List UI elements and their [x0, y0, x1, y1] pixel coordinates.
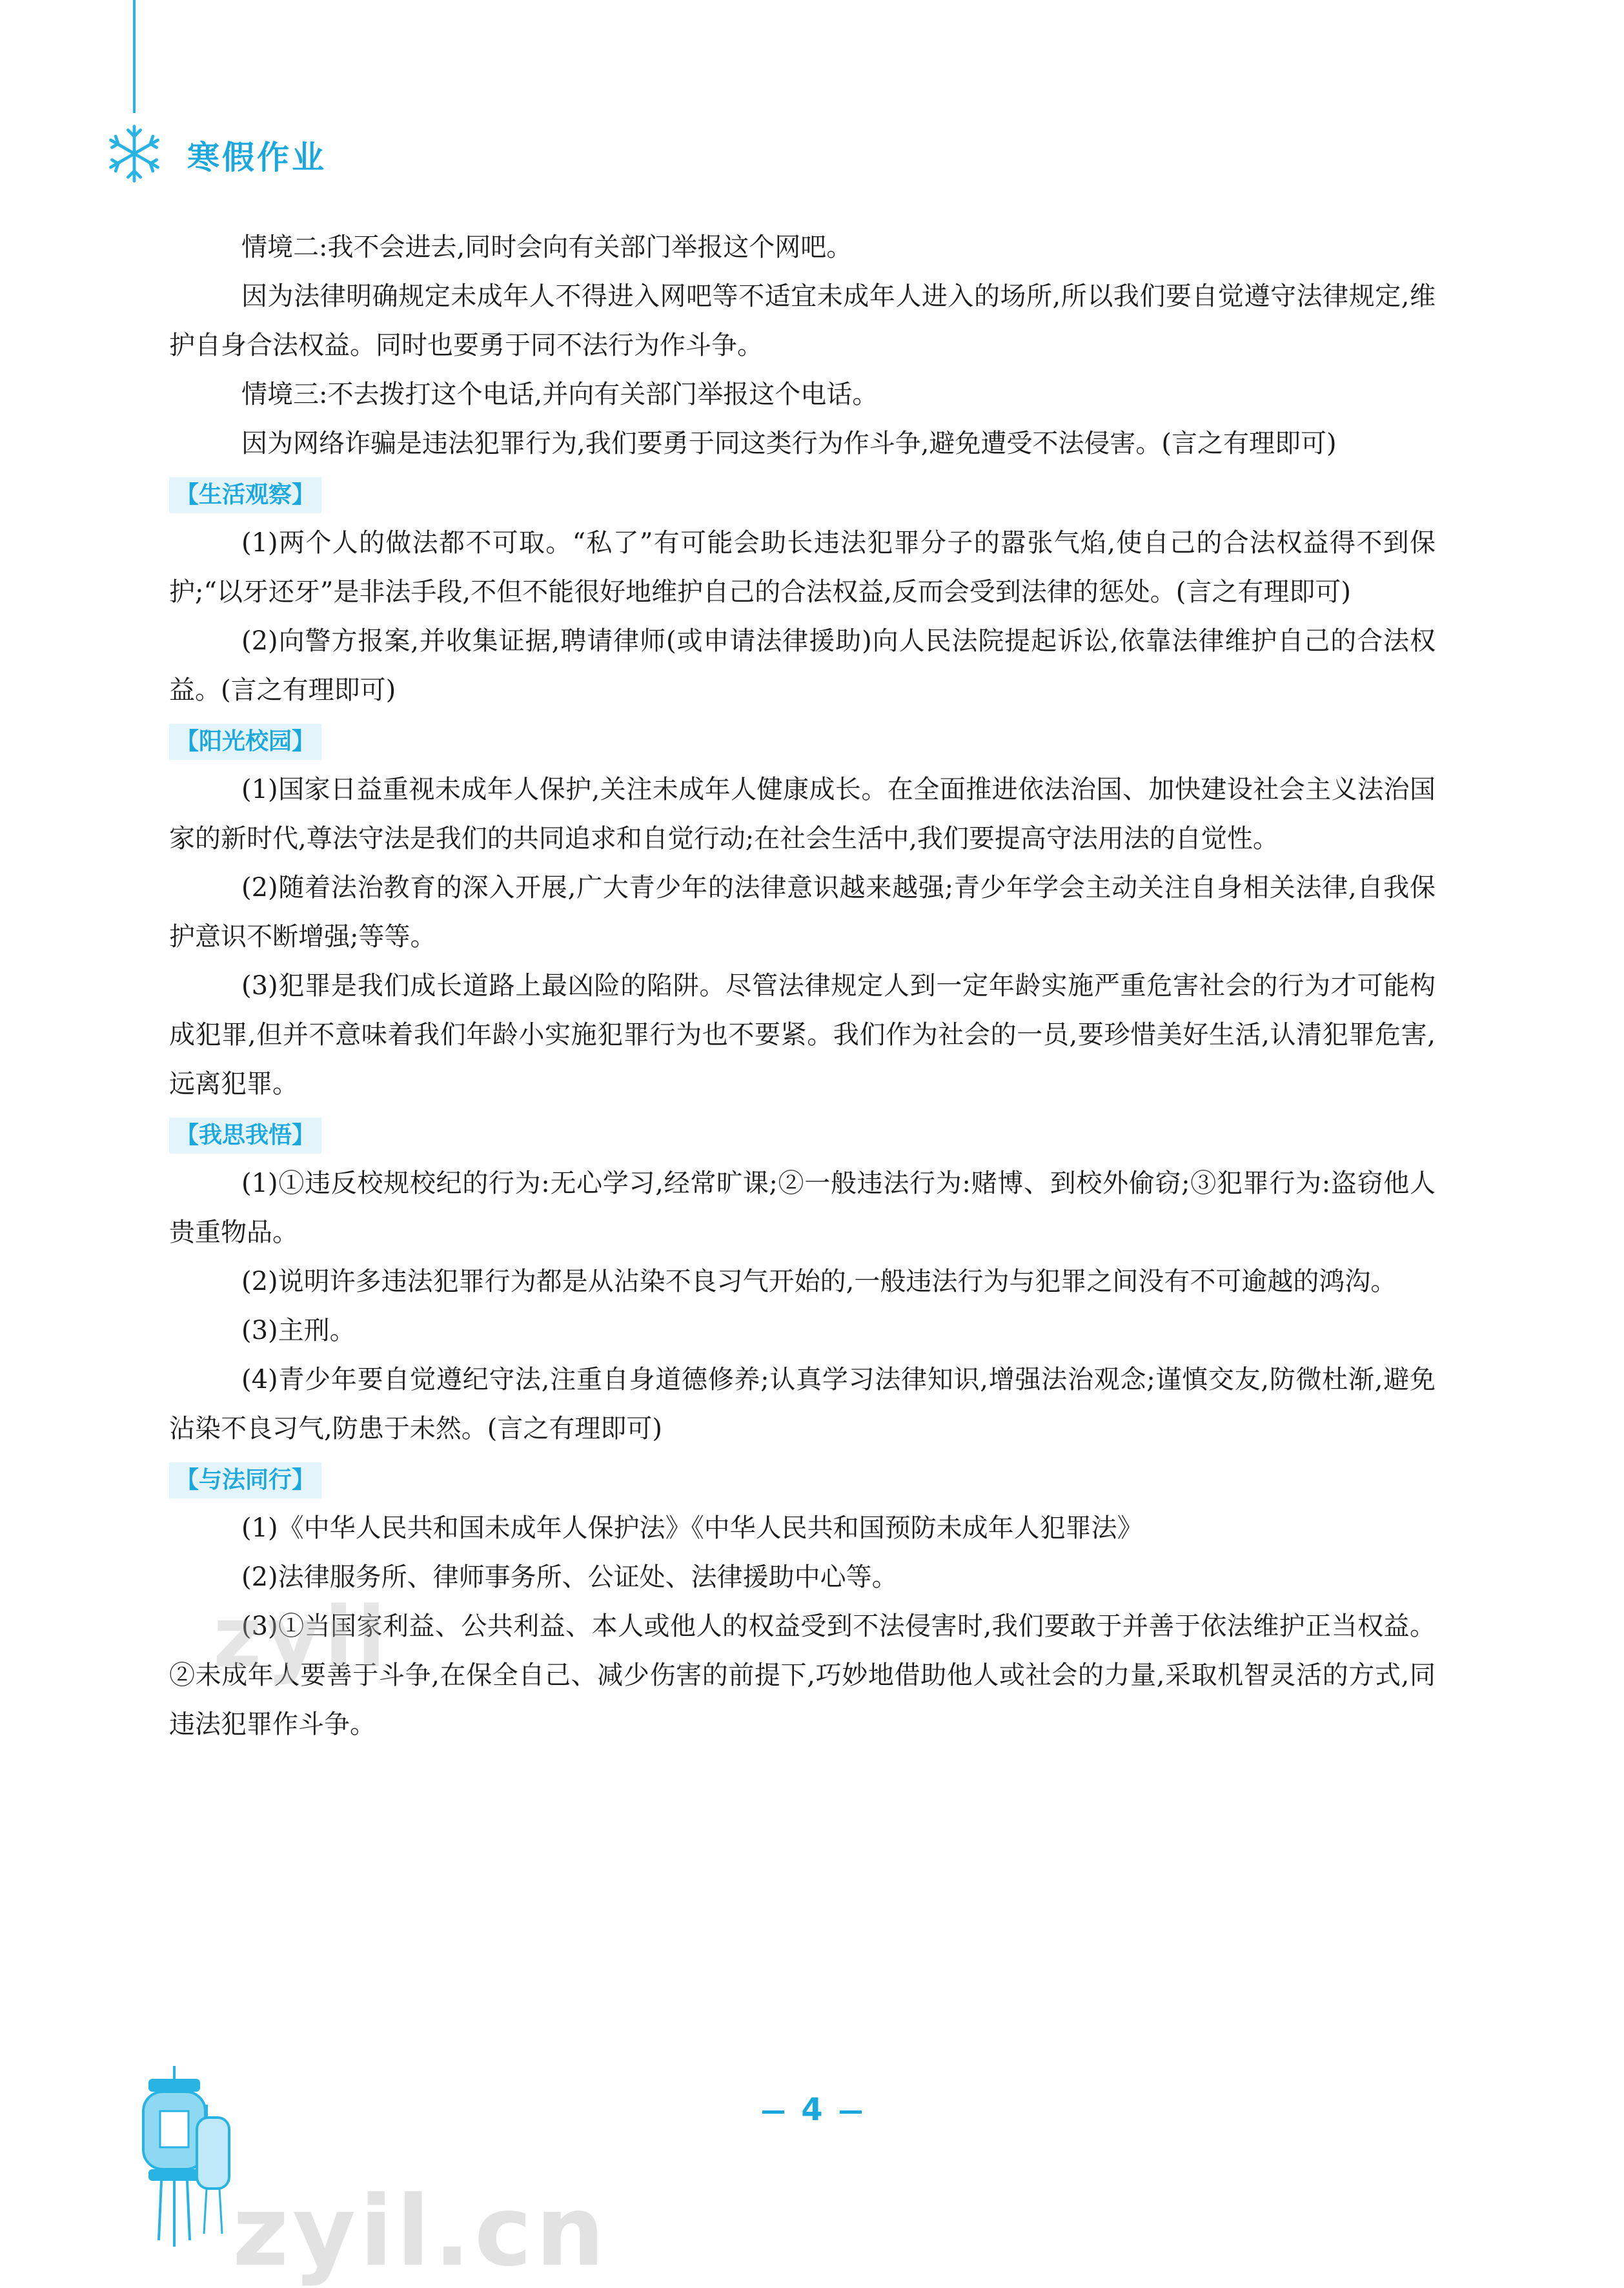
answer-paragraph: (3)主刑。 [241, 1316, 356, 1345]
intro-paragraph: 因为法律明确规定未成年人不得进入网吧等不适宜未成年人进入的场所,所以我们要自觉遵守法律规定,维护自身合法权益。同时也要勇于同不法行为作斗争。 [169, 281, 1436, 360]
answer-paragraph: (1)国家日益重视未成年人保护,关注未成年人健康成长。在全面推进依法治国、加快建设社会主义法治国家的新时代,尊法守法是我们的共同追求和自觉行动;在社会生活中,我们要提高守法用法的自觉性。 [169, 775, 1436, 853]
answer-paragraph: (4)青少年要自觉遵纪守法,注重自身道德修养;认真学习法律知识,增强法治观念;谨慎交友,防微杜渐,避免沾染不良习气,防患于未然。(言之有理即可) [169, 1365, 1436, 1444]
footer-dash-left [762, 2110, 784, 2114]
answer-paragraph: (2)说明许多违法犯罪行为都是从沾染不良习气开始的,一般违法行为与犯罪之间没有不可逾越的鸿沟。 [241, 1267, 1397, 1296]
snowflake-icon [103, 123, 165, 185]
intro-section [169, 223, 1436, 468]
section-tag: 【我思我悟】 [169, 1118, 321, 1154]
intro-paragraph: 情境三:不去拨打这个电话,并向有关部门举报这个电话。 [241, 380, 878, 409]
section-life-observation [169, 469, 1436, 715]
section-tag: 【与法同行】 [169, 1462, 321, 1498]
footer-dash-right [840, 2110, 862, 2114]
answer-paragraph: (1)①违反校规校纪的行为:无心学习,经常旷课;②一般违法行为:赌博、到校外偷窃;③犯罪行为:盗窃他人贵重物品。 [169, 1169, 1436, 1247]
hanging-line-decoration [133, 0, 136, 113]
answer-paragraph: (2)向警方报案,并收集证据,聘请律师(或申请法律援助)向人民法院提起诉讼,依靠法律维护自己的合法权益。(言之有理即可) [169, 626, 1436, 705]
section-sunny-campus [169, 716, 1436, 1108]
section-reflection [169, 1110, 1436, 1453]
page-header-title: 寒假作业 [187, 139, 327, 176]
answer-paragraph: (1)两个人的做法都不可取。“私了”有可能会助长违法犯罪分子的嚣张气焰,使自己的合法权益得不到保护;“以牙还牙”是非法手段,不但不能很好地维护自己的合法权益,反而会受到法律的惩处。(言之有理即可) [169, 528, 1436, 607]
answer-paragraph: (2)随着法治教育的深入开展,广大青少年的法律意识越来越强;青少年学会主动关注自身相关法律,自我保护意识不断增强;等等。 [169, 873, 1436, 952]
intro-paragraph: 情境二:我不会进去,同时会向有关部门举报这个网吧。 [241, 232, 853, 262]
answer-paragraph: (1)《中华人民共和国未成年人保护法》《中华人民共和国预防未成年人犯罪法》 [241, 1513, 1143, 1543]
answer-paragraph: (3)犯罪是我们成长道路上最凶险的陷阱。尽管法律规定人到一定年龄实施严重危害社会的行为才可能构成犯罪,但并不意味着我们年龄小实施犯罪行为也不要紧。我们作为社会的一员,要珍惜美好生活,认清犯罪危害,远离犯罪。 [169, 971, 1436, 1099]
watermark-lower: zyil.cn [232, 2176, 609, 2288]
page-footer [0, 2092, 1624, 2128]
watermark-upper: zyil [213, 1588, 390, 1686]
intro-paragraph: 因为网络诈骗是违法犯罪行为,我们要勇于同这类行为作斗争,避免遭受不法侵害。(言之有理即可) [241, 429, 1337, 458]
section-tag: 【阳光校园】 [169, 724, 321, 760]
answer-content [169, 223, 1436, 1749]
answer-paragraph: (2)法律服务所、律师事务所、公证处、法律援助中心等。 [241, 1562, 898, 1592]
page-number: 4 [801, 2092, 823, 2128]
answer-paragraph: (3)①当国家利益、公共利益、本人或他人的权益受到不法侵害时,我们要敢于并善于依法维护正当权益。②未成年人要善于斗争,在保全自己、减少伤害的前提下,巧妙地借助他人或社会的力量,采取机智灵活的方式,同违法犯罪作斗争。 [169, 1611, 1436, 1739]
section-tag: 【生活观察】 [169, 477, 321, 513]
